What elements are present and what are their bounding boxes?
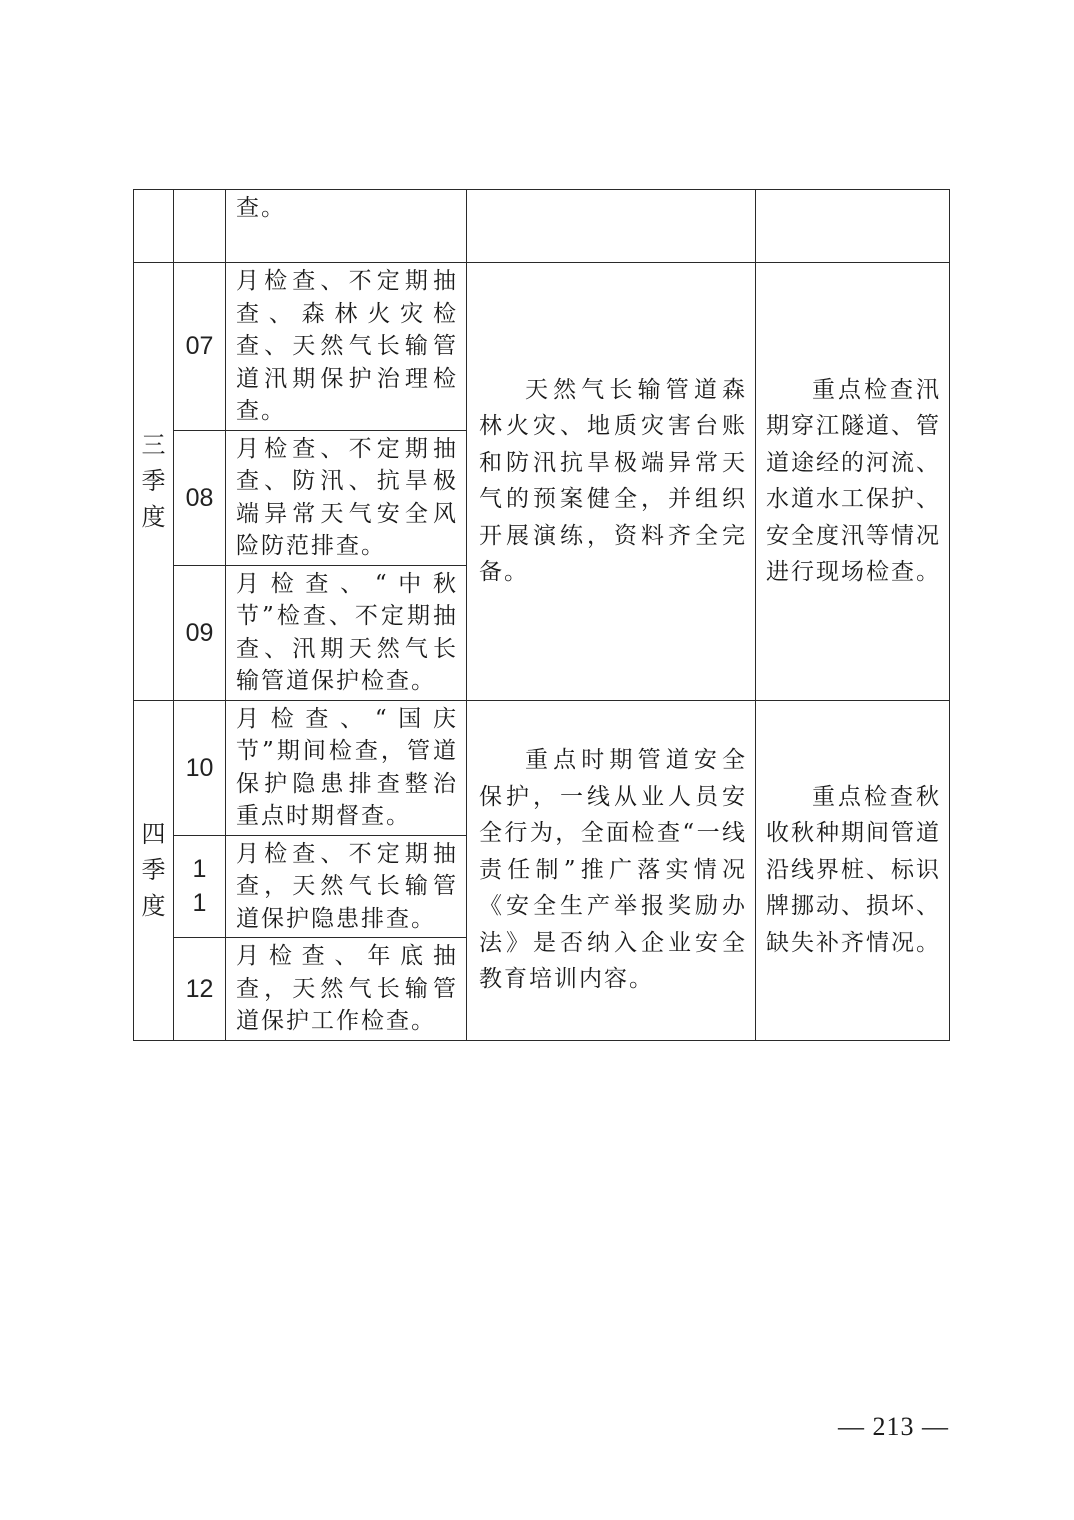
check-points-cell-empty [756,190,950,263]
task-cell: 月检查、年底抽查，天然气长输管道保护工作检查。 [226,938,467,1041]
table-row [134,700,950,835]
key-content-q4: 重点时期管道安全保护，一线从业人员安全行为，全面检查“一线责任制”推广落实情况《安全生产举报奖励办法》是否纳入企业安全教育培训内容。 [467,700,756,1040]
key-content-q3: 天然气长输管道森林火灾、地质灾害台账和防汛抗旱极端异常天气的预案健全，并组织开展演练，资料齐全完备。 [467,263,756,701]
task-cell: 月检查、“国庆节”期间检查，管道保护隐患排查整治重点时期督查。 [226,700,467,835]
month-cell: 12 [174,938,226,1041]
page-number: — 213 — [838,1412,949,1441]
task-cell: 月检查、不定期抽查，天然气长输管道保护隐患排查。 [226,835,467,938]
month-cell: 1 1 [174,835,226,938]
month-cell: 10 [174,700,226,835]
table-row [134,190,950,263]
quarter-cell-empty [134,190,174,263]
task-cell: 月检查、不定期抽查、森林火灾检查、天然气长输管道汛期保护治理检查。 [226,263,467,431]
task-cell: 月检查、“中秋节”检查、不定期抽查、汛期天然气长输管道保护检查。 [226,565,467,700]
check-points-q4: 重点检查秋收秋种期间管道沿线界桩、标识牌挪动、损坏、缺失补齐情况。 [756,700,950,1040]
month-cell-empty [174,190,226,263]
quarter-label-q3: 三 季 度 [134,263,174,701]
month-cell: 08 [174,430,226,565]
table-row [134,263,950,431]
quarter-label-q4: 四 季 度 [134,700,174,1040]
key-content-cell-empty [467,190,756,263]
task-cell: 月检查、不定期抽查、防汛、抗旱极端异常天气安全风险防范排查。 [226,430,467,565]
task-cell: 查。 [226,190,467,263]
month-cell: 07 [174,263,226,431]
month-cell: 09 [174,565,226,700]
check-points-q3: 重点检查汛期穿江隧道、管道途经的河流、水道水工保护、安全度汛等情况进行现场检查。 [756,263,950,701]
inspection-plan-table [133,189,950,1041]
